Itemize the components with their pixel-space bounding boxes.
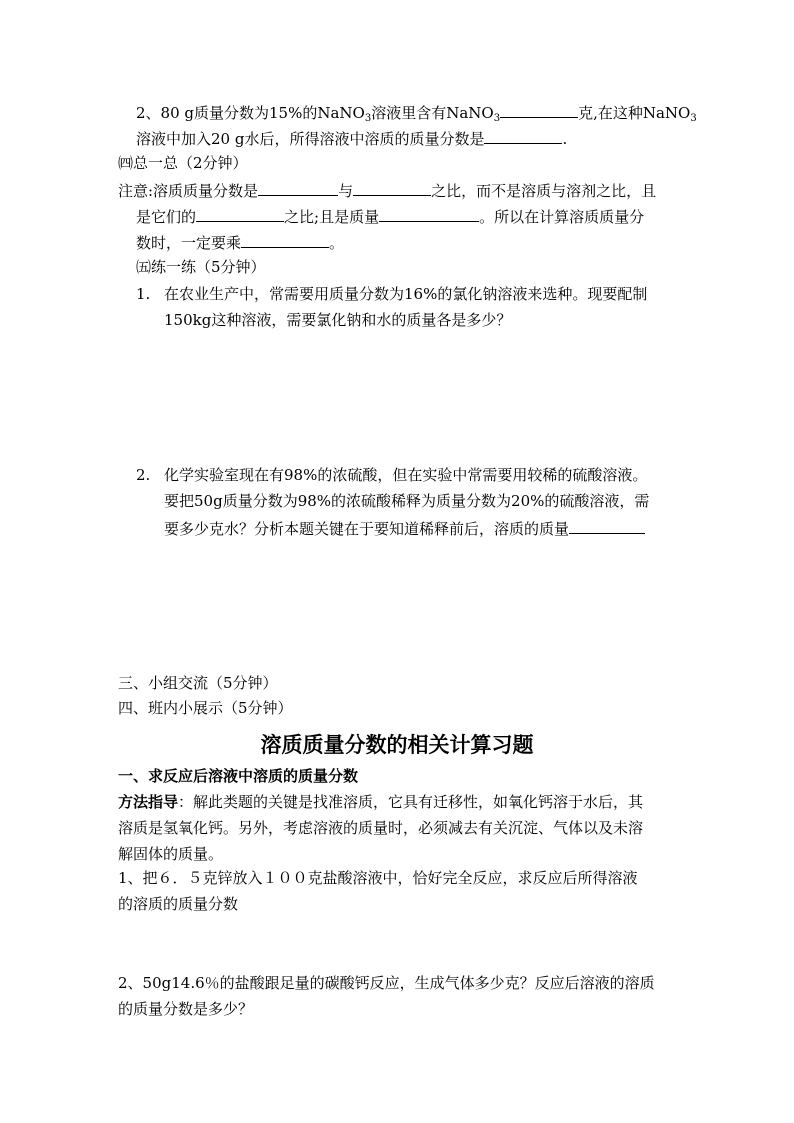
answer-blank[interactable] (569, 517, 645, 534)
page-title: 溶质质量分数的相关计算习题 (260, 732, 534, 757)
method-line-3 (118, 844, 223, 866)
practice-2-text: 化学实验室现在有98%的浓硫酸，但在实验中常需要用较稀的硫酸溶液。 (164, 466, 648, 484)
section-4-heading (118, 153, 248, 175)
note-line-1 (118, 179, 656, 201)
practice-1-text: 150kg这种溶液，需要氯化钠和水的质量各是多少？ (164, 311, 512, 329)
note-text-e: 之比;且是质量 (284, 208, 380, 226)
part-1-heading-text: 一、求反应后溶液中溶质的质量分数 (118, 767, 359, 785)
practice-2-text: 要多少克水？分析本题关键在于要知道稀释前后，溶质的质量 (164, 520, 570, 538)
note-text-c: 之比，而不是溶质与溶剂之比，且 (431, 182, 657, 200)
section-group-text: 三、小组交流（5分钟） (118, 674, 278, 692)
q2-text-c: 克,在这种NaNO (578, 104, 691, 122)
note-text-a: 注意:溶质质量分数是 (118, 182, 259, 200)
note-text-d: 是它们的 (136, 208, 197, 226)
practice-1-text: 在农业生产中，常需要用质量分数为16%的氯化钠溶液来选种。现要配制 (164, 285, 648, 303)
example-1-text: 1、把６．５克锌放入１００克盐酸溶液中，恰好完全反应，求反应后所得溶液 (118, 869, 638, 887)
method-line-1 (118, 792, 643, 814)
note-text-b: 与 (338, 182, 354, 200)
method-text: 溶质是氢氧化钙。另外，考虑溶液的质量时，必须减去有关沉淀、气体以及未溶 (118, 819, 644, 837)
note-text-g: 数时，一定要乘 (136, 234, 242, 252)
answer-blank[interactable] (379, 205, 479, 222)
section-show-text: 四、班内小展示（5分钟） (118, 699, 293, 717)
answer-blank[interactable] (484, 127, 562, 144)
section-5-heading (136, 257, 266, 279)
example-1-line-1 (118, 868, 638, 890)
answer-blank[interactable] (241, 231, 329, 248)
subscript-3: 3 (690, 113, 697, 124)
method-text: ：解此类题的关键是找准溶质，它具有迁移性，如氧化钙溶于水后，其 (178, 793, 644, 811)
example-2-line-1 (118, 973, 655, 995)
section-5-heading-text: ㈤练一练（5分钟） (136, 258, 266, 276)
practice-2-text: 要把50g质量分数为98%的浓硫酸稀释为质量分数为20%的硫酸溶液，需 (164, 492, 650, 510)
answer-blank[interactable] (353, 179, 431, 196)
answer-blank[interactable] (196, 205, 284, 222)
question-2-line-1 (136, 101, 697, 123)
q2-text-b: 溶液里含有NaNO (371, 104, 494, 122)
answer-blank[interactable] (500, 101, 578, 118)
q2-text-line2: 溶液中加入20 g水后，所得溶液中溶质的质量分数是 (136, 130, 485, 148)
subscript-3: 3 (364, 113, 372, 124)
section-4-heading-text: ㈣总一总（2分钟） (118, 154, 248, 172)
method-line-2 (118, 818, 643, 840)
q2-text-a: 2、80 g质量分数为15%的NaNO (136, 104, 365, 122)
example-2-text: 2、50g14.6％的盐酸跟足量的碳酸钙反应，生成气体多少克？反应后溶液的溶质 (118, 974, 655, 992)
question-2-line-2 (136, 127, 567, 149)
example-2-text: 的质量分数是多少？ (118, 1000, 254, 1018)
section-group-exchange (118, 673, 278, 695)
answer-blank[interactable] (258, 179, 338, 196)
practice-number: 1. (136, 285, 151, 303)
practice-1-line-2 (164, 310, 511, 332)
note-text-f: 。所以在计算溶质质量分 (479, 208, 645, 226)
note-line-2 (136, 205, 644, 227)
method-label: 方法指导 (118, 793, 179, 811)
practice-2-line-1 (136, 465, 647, 487)
practice-2-line-3 (164, 517, 645, 539)
subscript-3: 3 (493, 113, 501, 124)
q2-period: . (562, 130, 568, 148)
part-1-heading (118, 766, 358, 788)
example-1-text: 的溶质的质量分数 (118, 895, 239, 913)
practice-1-line-1 (136, 284, 647, 306)
example-2-line-2 (118, 999, 253, 1021)
example-1-line-2 (118, 894, 238, 916)
note-line-3 (136, 231, 344, 253)
section-class-show (118, 698, 293, 720)
method-text: 解固体的质量。 (118, 845, 224, 863)
practice-2-line-2 (164, 491, 649, 513)
note-text-h: 。 (329, 234, 345, 252)
practice-number: 2. (136, 466, 151, 484)
